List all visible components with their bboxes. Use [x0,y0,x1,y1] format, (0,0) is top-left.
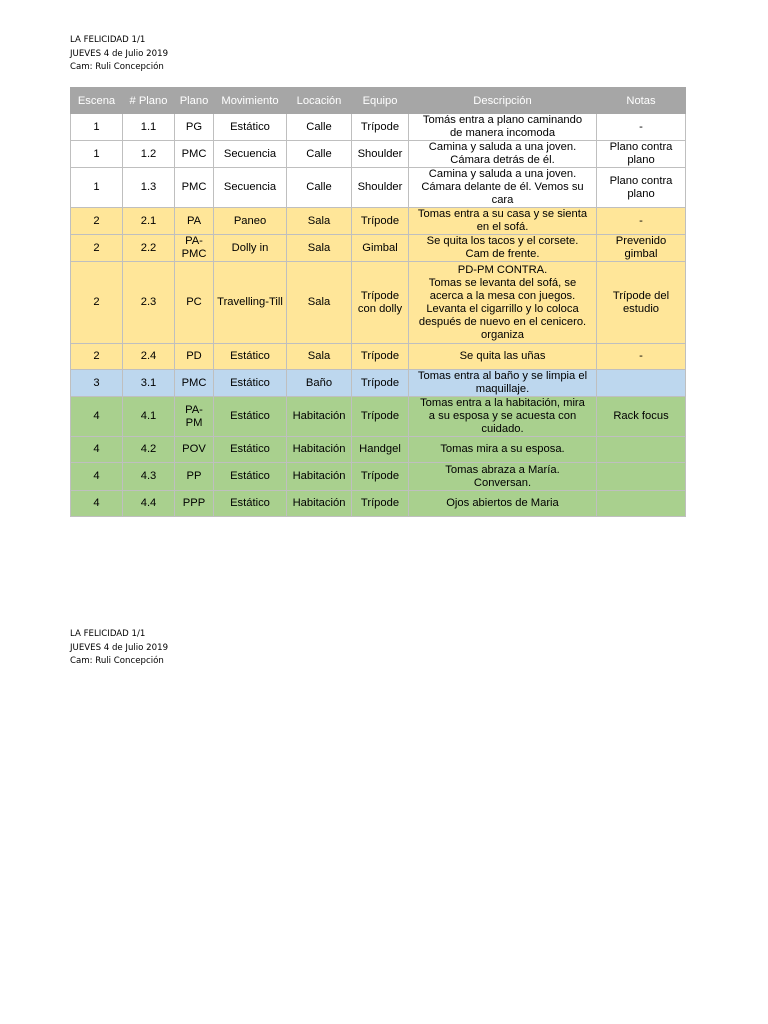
table-row [71,344,686,370]
shoot-date: JUEVES 4 de Julio 2019 [70,48,169,59]
cell-equipo: Shoulder [352,141,409,168]
cell-escena: 1 [71,168,123,208]
cell-notas [597,370,686,397]
table-row [71,262,686,344]
cell-num-plano: 3.1 [123,370,175,397]
cell-equipo: Trípode [352,208,409,235]
production-title: LA FELICIDAD 1/1 [70,629,146,639]
cell-movimiento: Secuencia [214,168,287,208]
cell-notas: Plano contra plano [597,168,686,208]
cell-notas: Plano contra plano [597,141,686,168]
col-header-notas: Notas [597,88,686,114]
page-header-bottom [70,628,168,669]
table-row [71,463,686,491]
cell-locacion: Calle [287,114,352,141]
cell-equipo: Trípode [352,463,409,491]
cell-escena: 2 [71,235,123,262]
cell-locacion: Sala [287,262,352,344]
camera-operator: Cam: Ruli Concepción [70,62,164,72]
table-row [71,437,686,463]
table-row [71,370,686,397]
cell-equipo: Handgel [352,437,409,463]
col-header-movimiento: Movimiento [214,88,287,114]
table-row [71,141,686,168]
col-header-equipo: Equipo [352,88,409,114]
cell-movimiento: Dolly in [214,235,287,262]
cell-notas [597,491,686,517]
cell-descripcion: Tomas entra al baño y se limpia el maquillaje. [409,370,597,397]
cell-locacion: Sala [287,208,352,235]
col-header-plano: Plano [175,88,214,114]
cell-plano: PG [175,114,214,141]
cell-escena: 1 [71,141,123,168]
cell-num-plano: 2.1 [123,208,175,235]
col-header-escena: Escena [71,88,123,114]
cell-num-plano: 1.1 [123,114,175,141]
table-row [71,168,686,208]
cell-descripcion: Se quita las uñas [409,344,597,370]
cell-notas: Prevenido gimbal [597,235,686,262]
cell-movimiento: Estático [214,344,287,370]
cell-notas: - [597,344,686,370]
cell-num-plano: 4.3 [123,463,175,491]
cell-locacion: Sala [287,235,352,262]
cell-plano: PA-PM [175,397,214,437]
cell-plano: PP [175,463,214,491]
camera-operator: Cam: Ruli Concepción [70,656,164,666]
shoot-date: JUEVES 4 de Julio 2019 [70,642,169,653]
cell-num-plano: 2.2 [123,235,175,262]
col-header-descripcion: Descripción [409,88,597,114]
cell-movimiento: Estático [214,397,287,437]
cell-locacion: Habitación [287,463,352,491]
cell-descripcion: Camina y saluda a una joven. Cámara delante de él. Vemos su cara [409,168,597,208]
cell-descripcion: Tomas mira a su esposa. [409,437,597,463]
cell-plano: PMC [175,141,214,168]
cell-movimiento: Estático [214,463,287,491]
cell-equipo: Trípode con dolly [352,262,409,344]
cell-escena: 4 [71,491,123,517]
cell-equipo: Trípode [352,114,409,141]
cell-equipo: Trípode [352,370,409,397]
cell-plano: PA-PMC [175,235,214,262]
cell-plano: PD [175,344,214,370]
cell-movimiento: Estático [214,491,287,517]
cell-num-plano: 4.1 [123,397,175,437]
cell-num-plano: 2.3 [123,262,175,344]
page-header-top [70,34,168,75]
cell-equipo: Gimbal [352,235,409,262]
cell-equipo: Trípode [352,344,409,370]
cell-num-plano: 4.4 [123,491,175,517]
cell-locacion: Baño [287,370,352,397]
cell-descripcion: Tomás entra a plano caminando de manera incomoda [409,114,597,141]
cell-plano: PMC [175,168,214,208]
cell-notas [597,437,686,463]
cell-notas: Trípode del estudio [597,262,686,344]
cell-descripcion: PD-PM CONTRA. Tomas se levanta del sofá, se acerca a la mesa con juegos. Levanta el cigarrillo y lo coloca después de nuevo en el cenicero. organiza [409,262,597,344]
cell-num-plano: 1.3 [123,168,175,208]
cell-descripcion: Ojos abiertos de Maria [409,491,597,517]
cell-escena: 2 [71,344,123,370]
table-row [71,235,686,262]
cell-plano: PA [175,208,214,235]
cell-descripcion: Camina y saluda a una joven. Cámara detrás de él. [409,141,597,168]
cell-plano: PPP [175,491,214,517]
cell-locacion: Calle [287,168,352,208]
cell-plano: POV [175,437,214,463]
cell-notas: - [597,208,686,235]
cell-descripcion: Tomas entra a la habitación, mira a su esposa y se acuesta con cuidado. [409,397,597,437]
cell-notas [597,463,686,491]
cell-locacion: Habitación [287,397,352,437]
table-row [71,491,686,517]
cell-locacion: Habitación [287,491,352,517]
table-row [71,114,686,141]
shot-list-table [70,87,686,517]
table-header-row [71,88,686,114]
production-title: LA FELICIDAD 1/1 [70,35,146,45]
cell-movimiento: Travelling-Till [214,262,287,344]
cell-movimiento: Paneo [214,208,287,235]
cell-descripcion: Tomas entra a su casa y se sienta en el sofá. [409,208,597,235]
cell-notas: Rack focus [597,397,686,437]
cell-escena: 2 [71,262,123,344]
cell-descripcion: Se quita los tacos y el corsete. Cam de frente. [409,235,597,262]
cell-descripcion: Tomas abraza a María. Conversan. [409,463,597,491]
cell-escena: 4 [71,397,123,437]
cell-movimiento: Estático [214,437,287,463]
cell-escena: 3 [71,370,123,397]
cell-equipo: Trípode [352,397,409,437]
cell-locacion: Calle [287,141,352,168]
cell-movimiento: Secuencia [214,141,287,168]
col-header-num-plano: # Plano [123,88,175,114]
cell-locacion: Sala [287,344,352,370]
cell-escena: 4 [71,437,123,463]
cell-plano: PC [175,262,214,344]
cell-movimiento: Estático [214,370,287,397]
col-header-locacion: Locación [287,88,352,114]
cell-escena: 4 [71,463,123,491]
cell-equipo: Trípode [352,491,409,517]
table-row [71,397,686,437]
cell-num-plano: 1.2 [123,141,175,168]
cell-escena: 1 [71,114,123,141]
cell-escena: 2 [71,208,123,235]
cell-num-plano: 2.4 [123,344,175,370]
cell-locacion: Habitación [287,437,352,463]
table-row [71,208,686,235]
cell-notas: - [597,114,686,141]
cell-equipo: Shoulder [352,168,409,208]
cell-num-plano: 4.2 [123,437,175,463]
cell-movimiento: Estático [214,114,287,141]
cell-plano: PMC [175,370,214,397]
